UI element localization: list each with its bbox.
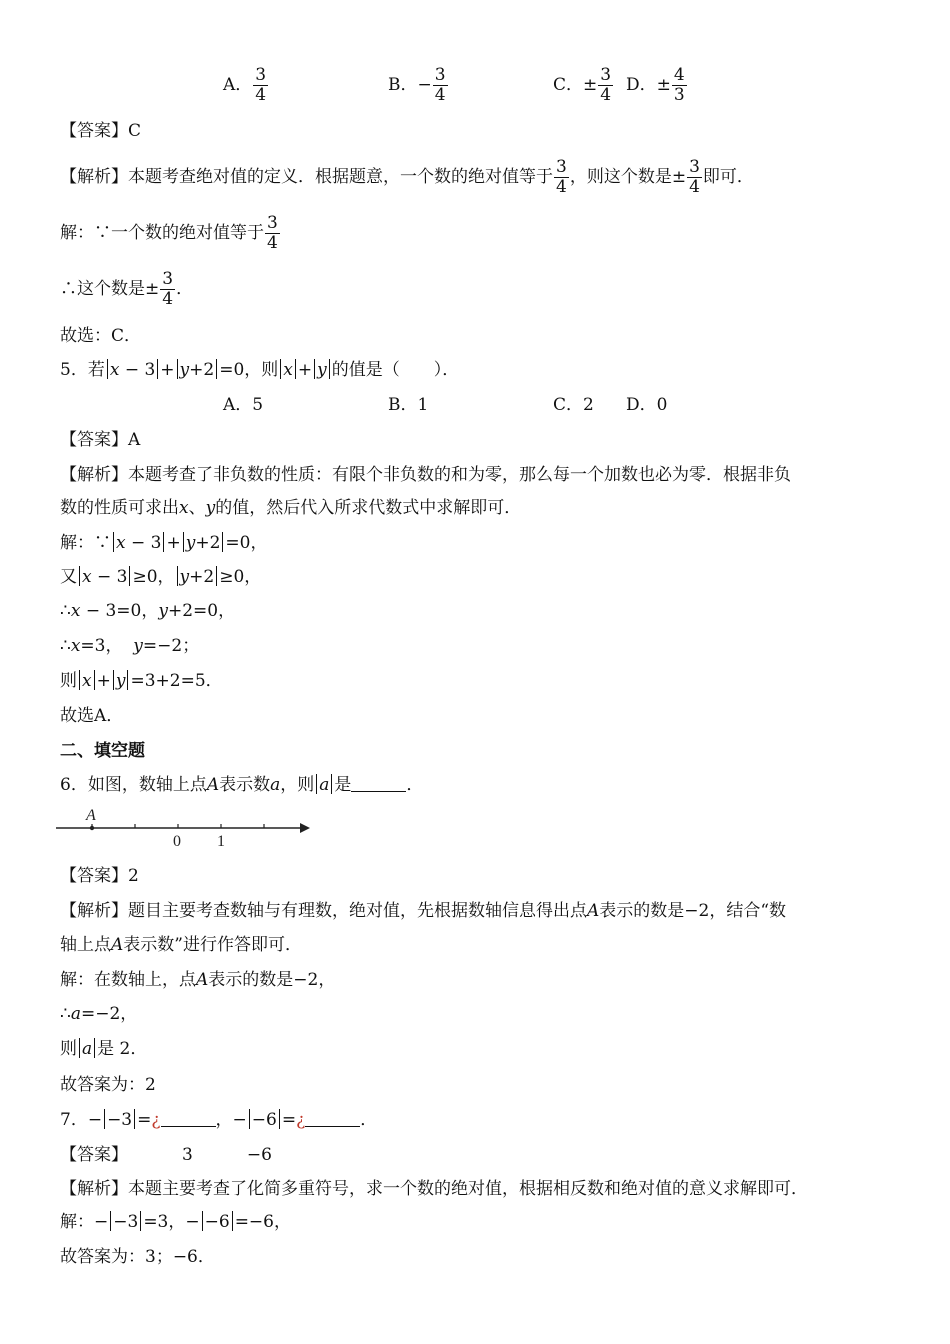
q4-option-c: C．± $\frac{3}{4}$ <box>553 65 612 105</box>
answer-blank <box>161 1110 216 1127</box>
q5-answer: 【答案】A <box>60 430 141 450</box>
q6-analysis-line1: 【解析】题目主要考查数轴与有理数，绝对值，先根据数轴信息得出点A表示的数是−2，结合“数 <box>60 901 787 921</box>
q5-step3: ∴x − 3=0，y+2=0， <box>60 601 236 621</box>
q5-option-c: C．2 <box>553 395 594 415</box>
q4-option-a: A． $\frac{3}{4}$ <box>223 65 267 105</box>
tick-label-1: 1 <box>217 833 225 850</box>
q6-stem: 6．如图，数轴上点A表示数a，则 a 是 ． <box>60 775 424 795</box>
q5-stem: 5．若 x − 3 + y+2 =0，则 x + y 的值是（ ）． <box>60 360 460 380</box>
q7-final: 故答案为：3；−6． <box>60 1247 215 1267</box>
q4-analysis: 【解析】本题考查绝对值的定义．根据题意，一个数的绝对值等于 $\frac{3}{4}$ ，则这个数是± $\frac{3}{4}$ 即可． <box>60 157 754 197</box>
q6-step1: 解：在数轴上，点A表示的数是−2， <box>60 970 336 990</box>
q7-stem: 7．− −3 =¿ ，− −6 =¿ ． <box>60 1110 378 1130</box>
q4-option-b: B．− $\frac{3}{4}$ <box>388 65 446 105</box>
fraction: $\frac{3}{4}$ <box>434 65 446 105</box>
q4-option-d: D．± $\frac{4}{3}$ <box>626 65 685 105</box>
tick-label-0: 0 <box>173 833 181 850</box>
q6-answer: 【答案】2 <box>60 866 139 886</box>
q5-step2: 又 x − 3 ≥0， y+2 ≥0， <box>60 567 262 587</box>
fraction: $\frac{3}{4}$ <box>267 213 278 253</box>
fraction: $\frac{3}{4}$ <box>255 65 267 105</box>
q7-solution: 解：− −3 =3，− −6 =−6， <box>60 1212 291 1232</box>
answer-blank <box>351 775 406 792</box>
q5-step5: 则 x + y =3+2=5． <box>60 671 223 691</box>
number-line <box>56 804 316 854</box>
fraction: $\frac{3}{4}$ <box>162 269 174 309</box>
q4-therefore: ∴这个数是± $\frac{3}{4}$ ． <box>60 269 194 309</box>
answer-blank <box>305 1110 360 1127</box>
q5-choose: 故选A． <box>60 706 124 726</box>
q5-step1: 解：∵ x − 3 + y+2 =0， <box>60 533 268 553</box>
q6-final: 故答案为：2 <box>60 1075 156 1095</box>
fraction: $\frac{3}{4}$ <box>689 157 700 197</box>
point-a-label: A <box>86 807 96 824</box>
q6-step2: ∴a=−2， <box>60 1004 138 1024</box>
q6-analysis-line2: 轴上点A表示数”进行作答即可． <box>60 935 302 955</box>
q7-answer: 【答案】 3 −6 <box>60 1145 272 1165</box>
q5-option-d: D．0 <box>626 395 668 415</box>
q5-option-a: A．5 <box>223 395 264 415</box>
axis-arrow-icon <box>300 823 310 833</box>
q5-analysis-line2: 数的性质可求出x、y的值，然后代入所求代数式中求解即可． <box>60 498 522 518</box>
fraction: $\frac{3}{4}$ <box>600 65 612 105</box>
section-title: 二、填空题 <box>60 741 145 761</box>
q6-step3: 则 a 是 2． <box>60 1039 148 1059</box>
q7-analysis: 【解析】本题主要考查了化简多重符号，求一个数的绝对值，根据相反数和绝对值的意义求解即可． <box>60 1179 808 1199</box>
q4-answer: 【答案】C <box>60 121 142 141</box>
fraction: $\frac{4}{3}$ <box>673 65 685 105</box>
q4-choose: 故选：C． <box>60 326 142 346</box>
q5-step4: ∴x=3， y=−2； <box>60 636 200 656</box>
q5-analysis-line1: 【解析】本题考查了非负数的性质：有限个非负数的和为零，那么每一个加数也必为零．根据非负 <box>60 465 791 485</box>
fraction: $\frac{3}{4}$ <box>556 157 567 197</box>
point-a-dot <box>90 826 94 830</box>
q5-option-b: B．1 <box>388 395 429 415</box>
q4-solution: 解：∵一个数的绝对值等于 $\frac{3}{4}$ <box>60 213 278 253</box>
